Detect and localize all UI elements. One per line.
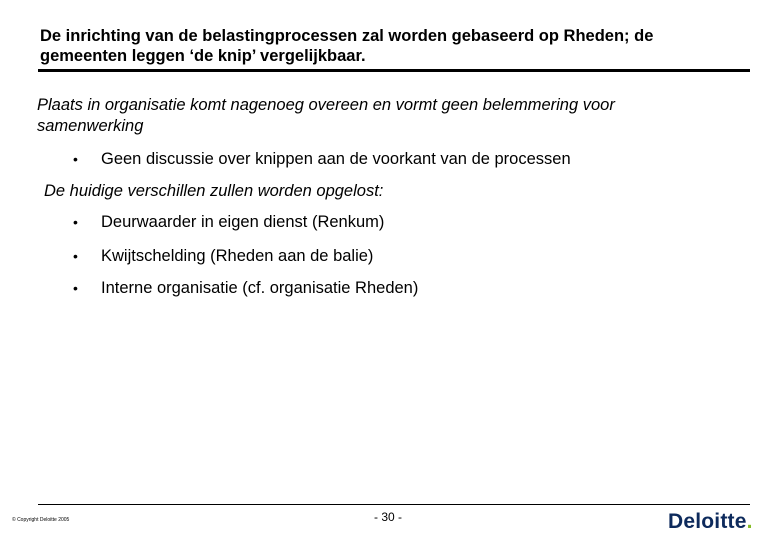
page-number: - 30 - (374, 510, 403, 524)
title-divider (38, 69, 750, 72)
bullet-icon: • (73, 280, 78, 296)
section-heading-differences: De huidige verschillen zullen worden opgelost: (44, 182, 384, 200)
logo-dot: . (746, 510, 753, 533)
bullet-text: Kwijtschelding (Rheden aan de balie) (101, 247, 374, 265)
bullet-icon: • (73, 151, 78, 167)
logo-text: Deloitte (668, 510, 747, 533)
bullet-icon: • (73, 214, 78, 230)
section-heading-placement: Plaats in organisatie komt nagenoeg overeen en vormt geen belemmering voor samenwerking (37, 96, 615, 135)
slide-title: De inrichting van de belastingprocessen zal worden gebaseerd op Rheden; de gemeenten leggen ‘de knip’ vergelijkbaar. (40, 27, 654, 65)
footer-divider (38, 504, 750, 505)
bullet-icon: • (73, 248, 78, 264)
bullet-text: Deurwaarder in eigen dienst (Renkum) (101, 213, 385, 231)
bullet-text: Geen discussie over knippen aan de voorkant van de processen (101, 150, 571, 168)
copyright-notice: © Copyright Deloitte 2005 (12, 517, 70, 523)
deloitte-logo (668, 510, 753, 534)
bullet-text: Interne organisatie (cf. organisatie Rheden) (101, 279, 419, 297)
